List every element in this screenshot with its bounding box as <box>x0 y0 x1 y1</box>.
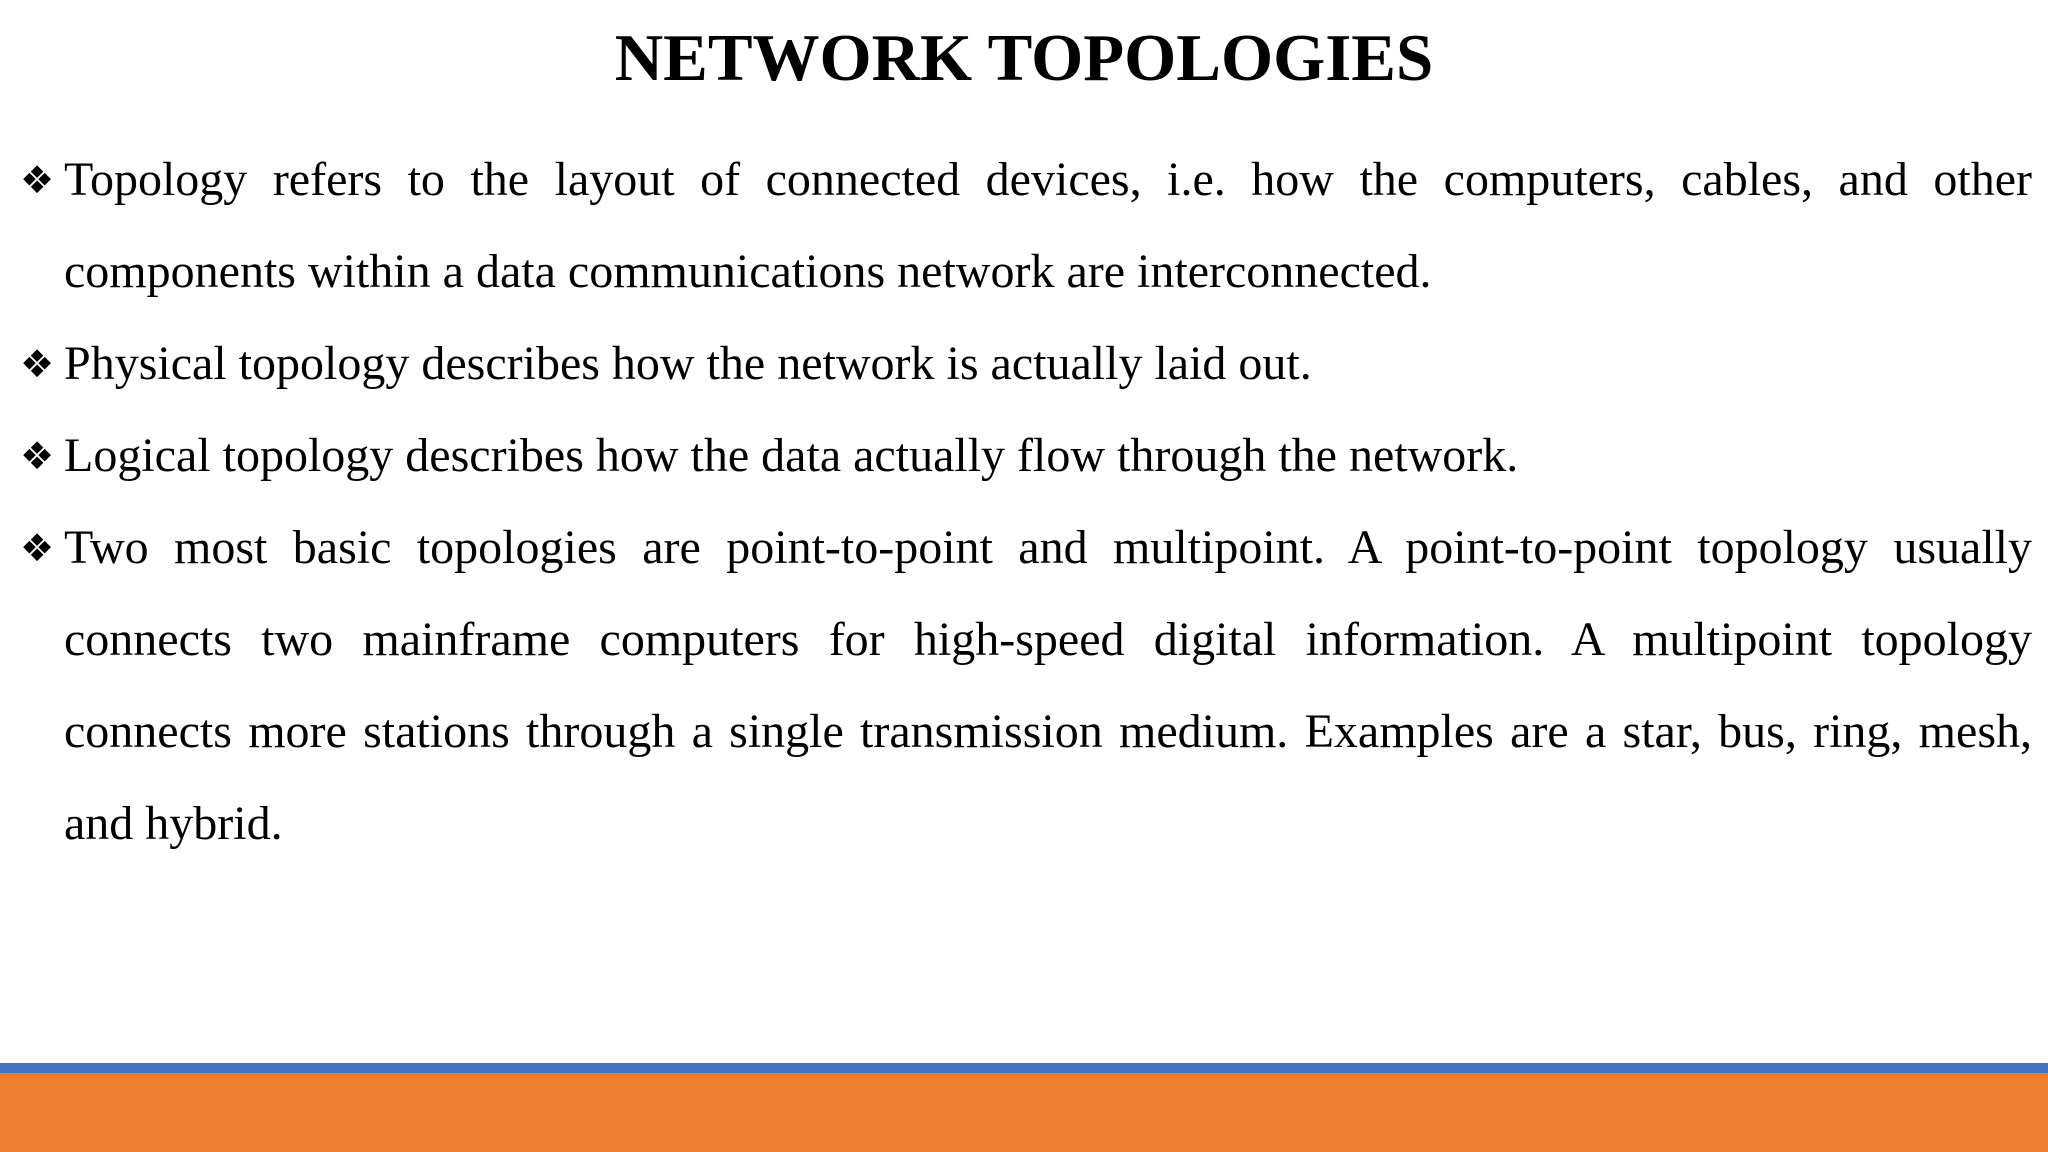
bullet-text: Logical topology describes how the data actually flow through the network. <box>64 429 1519 482</box>
bullet-item-topology-definition <box>20 134 2032 318</box>
footer-blue-stripe <box>0 1063 2048 1073</box>
bullet-text: Topology refers to the layout of connected devices, i.e. how the computers, cables, and other components within a data communications network are interconnected. <box>64 153 2032 298</box>
bullet-list <box>20 134 2032 870</box>
diamond-bullet-icon: ❖ <box>20 434 55 478</box>
diamond-bullet-icon: ❖ <box>20 526 55 570</box>
bullet-item-logical-topology <box>20 410 2032 502</box>
footer-orange-band <box>0 1073 2048 1152</box>
diamond-bullet-icon: ❖ <box>20 158 55 202</box>
bullet-item-basic-topologies <box>20 502 2032 870</box>
slide-title: NETWORK TOPOLOGIES <box>614 21 1434 95</box>
bullet-item-physical-topology <box>20 318 2032 410</box>
diamond-bullet-icon: ❖ <box>20 342 55 386</box>
bullet-text: Physical topology describes how the network is actually laid out. <box>64 337 1312 390</box>
bullet-text: Two most basic topologies are point-to-point and multipoint. A point-to-point topology usually connects two mainframe computers for high-speed digital information. A multipoint topology connects more stations through a single transmission medium. Examples are a star, bus, ring, mesh, and hybrid. <box>64 521 2032 850</box>
